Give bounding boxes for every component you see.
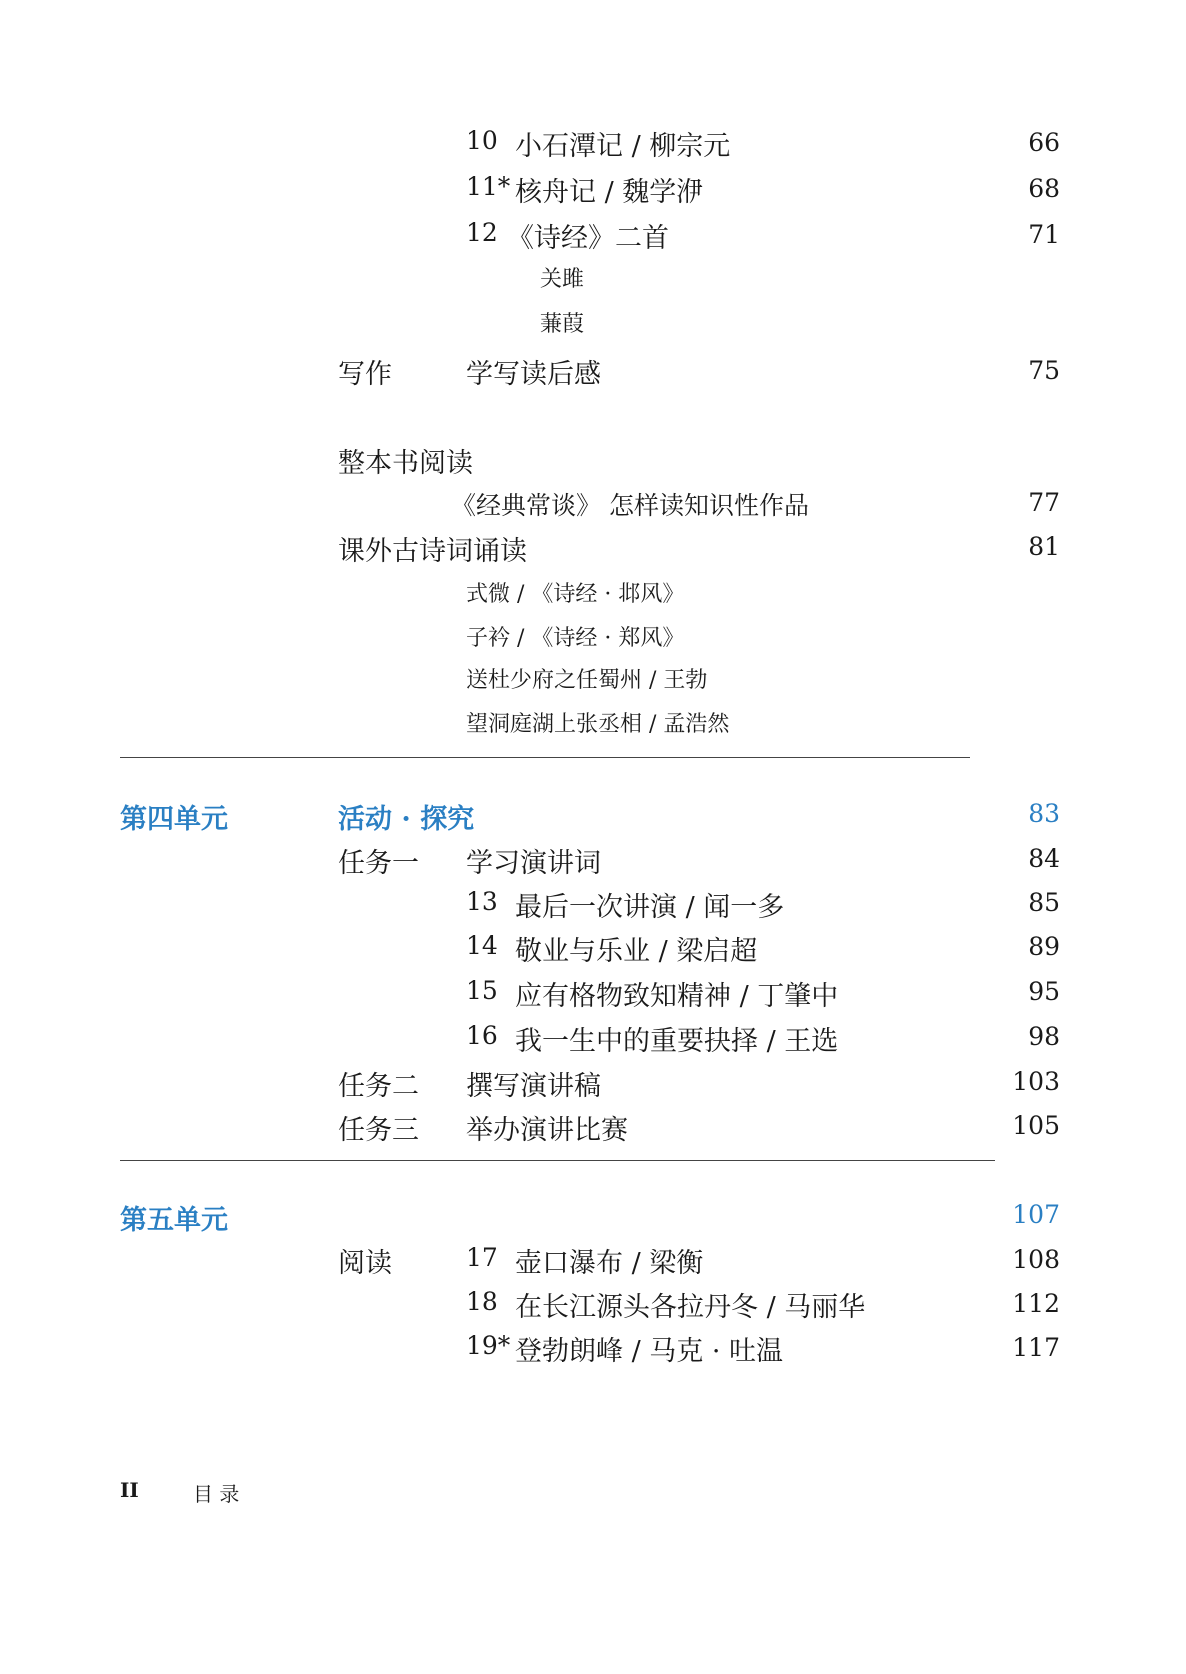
task-label: 任务二 — [338, 1071, 419, 1102]
lesson-number: 14 — [466, 931, 498, 960]
lesson-number: 16 — [466, 1021, 498, 1050]
page-number: 83 — [1028, 799, 1060, 828]
page-number: 108 — [1012, 1245, 1060, 1274]
page-number: 71 — [1028, 220, 1060, 249]
page-number: 103 — [1012, 1067, 1060, 1096]
lesson-title[interactable]: 《诗经》二首 — [507, 223, 669, 254]
task-label: 任务一 — [338, 848, 419, 879]
page-number: 81 — [1028, 532, 1060, 561]
lesson-title[interactable]: 核舟记 / 魏学洢 — [515, 177, 704, 208]
page-number: 84 — [1028, 844, 1060, 873]
section-divider — [120, 1160, 995, 1161]
page-number: 105 — [1012, 1111, 1060, 1140]
page-number: 117 — [1012, 1333, 1060, 1362]
section-label: 写作 — [338, 359, 392, 390]
task-title[interactable]: 学习演讲词 — [466, 848, 601, 879]
page-number: 68 — [1028, 174, 1060, 203]
page-number: 95 — [1028, 977, 1060, 1006]
lesson-title[interactable]: 壶口瀑布 / 梁衡 — [515, 1248, 704, 1279]
whole-book-title[interactable]: 《经典常谈》 怎样读知识性作品 — [451, 491, 809, 520]
lesson-number: 18 — [466, 1287, 498, 1316]
page-number: 112 — [1012, 1289, 1060, 1318]
lesson-title[interactable]: 小石潭记 / 柳宗元 — [515, 131, 731, 162]
unit-label: 第四单元 — [120, 804, 228, 835]
poem-item[interactable]: 送杜少府之任蜀州 / 王勃 — [466, 668, 708, 693]
poem-title[interactable]: 关雎 — [540, 267, 585, 292]
page-number: 98 — [1028, 1022, 1060, 1051]
lesson-number: 19* — [466, 1331, 511, 1360]
lesson-number: 13 — [466, 887, 498, 916]
footer-label: 目 录 — [193, 1482, 240, 1506]
lesson-title[interactable]: 在长江源头各拉丹冬 / 马丽华 — [515, 1292, 866, 1323]
unit-title[interactable]: 活动 · 探究 — [338, 804, 475, 835]
lesson-title[interactable]: 登勃朗峰 / 马克 · 吐温 — [515, 1336, 784, 1367]
page-number: 85 — [1028, 888, 1060, 917]
poem-item[interactable]: 望洞庭湖上张丞相 / 孟浩然 — [466, 712, 730, 737]
poem-item[interactable]: 式微 / 《诗经 · 邶风》 — [466, 582, 685, 607]
page-number: 77 — [1028, 488, 1060, 517]
lesson-title[interactable]: 最后一次讲演 / 闻一多 — [515, 892, 785, 923]
poem-item[interactable]: 子衿 / 《诗经 · 郑风》 — [466, 626, 685, 651]
page-number: 75 — [1028, 356, 1060, 385]
lesson-title[interactable]: 应有格物致知精神 / 丁肇中 — [515, 981, 839, 1012]
footer-page-number: II — [120, 1478, 139, 1502]
lesson-number: 10 — [466, 126, 498, 155]
lesson-title[interactable]: 我一生中的重要抉择 / 王选 — [515, 1026, 839, 1057]
section-heading: 整本书阅读 — [338, 448, 473, 479]
page-number: 89 — [1028, 932, 1060, 961]
section-divider — [120, 757, 970, 758]
writing-title[interactable]: 学写读后感 — [466, 359, 601, 390]
section-heading[interactable]: 课外古诗词诵读 — [338, 536, 527, 567]
lesson-number: 11* — [466, 172, 511, 201]
lesson-number: 15 — [466, 976, 498, 1005]
lesson-number: 12 — [466, 218, 498, 247]
task-title[interactable]: 撰写演讲稿 — [466, 1071, 601, 1102]
task-label: 任务三 — [338, 1115, 419, 1146]
section-label: 阅读 — [338, 1248, 392, 1279]
poem-title[interactable]: 蒹葭 — [540, 312, 585, 337]
task-title[interactable]: 举办演讲比赛 — [466, 1115, 628, 1146]
page-number: 66 — [1028, 128, 1060, 157]
lesson-number: 17 — [466, 1243, 498, 1272]
unit-label[interactable]: 第五单元 — [120, 1205, 228, 1236]
lesson-title[interactable]: 敬业与乐业 / 梁启超 — [515, 936, 758, 967]
page-number: 107 — [1012, 1200, 1060, 1229]
